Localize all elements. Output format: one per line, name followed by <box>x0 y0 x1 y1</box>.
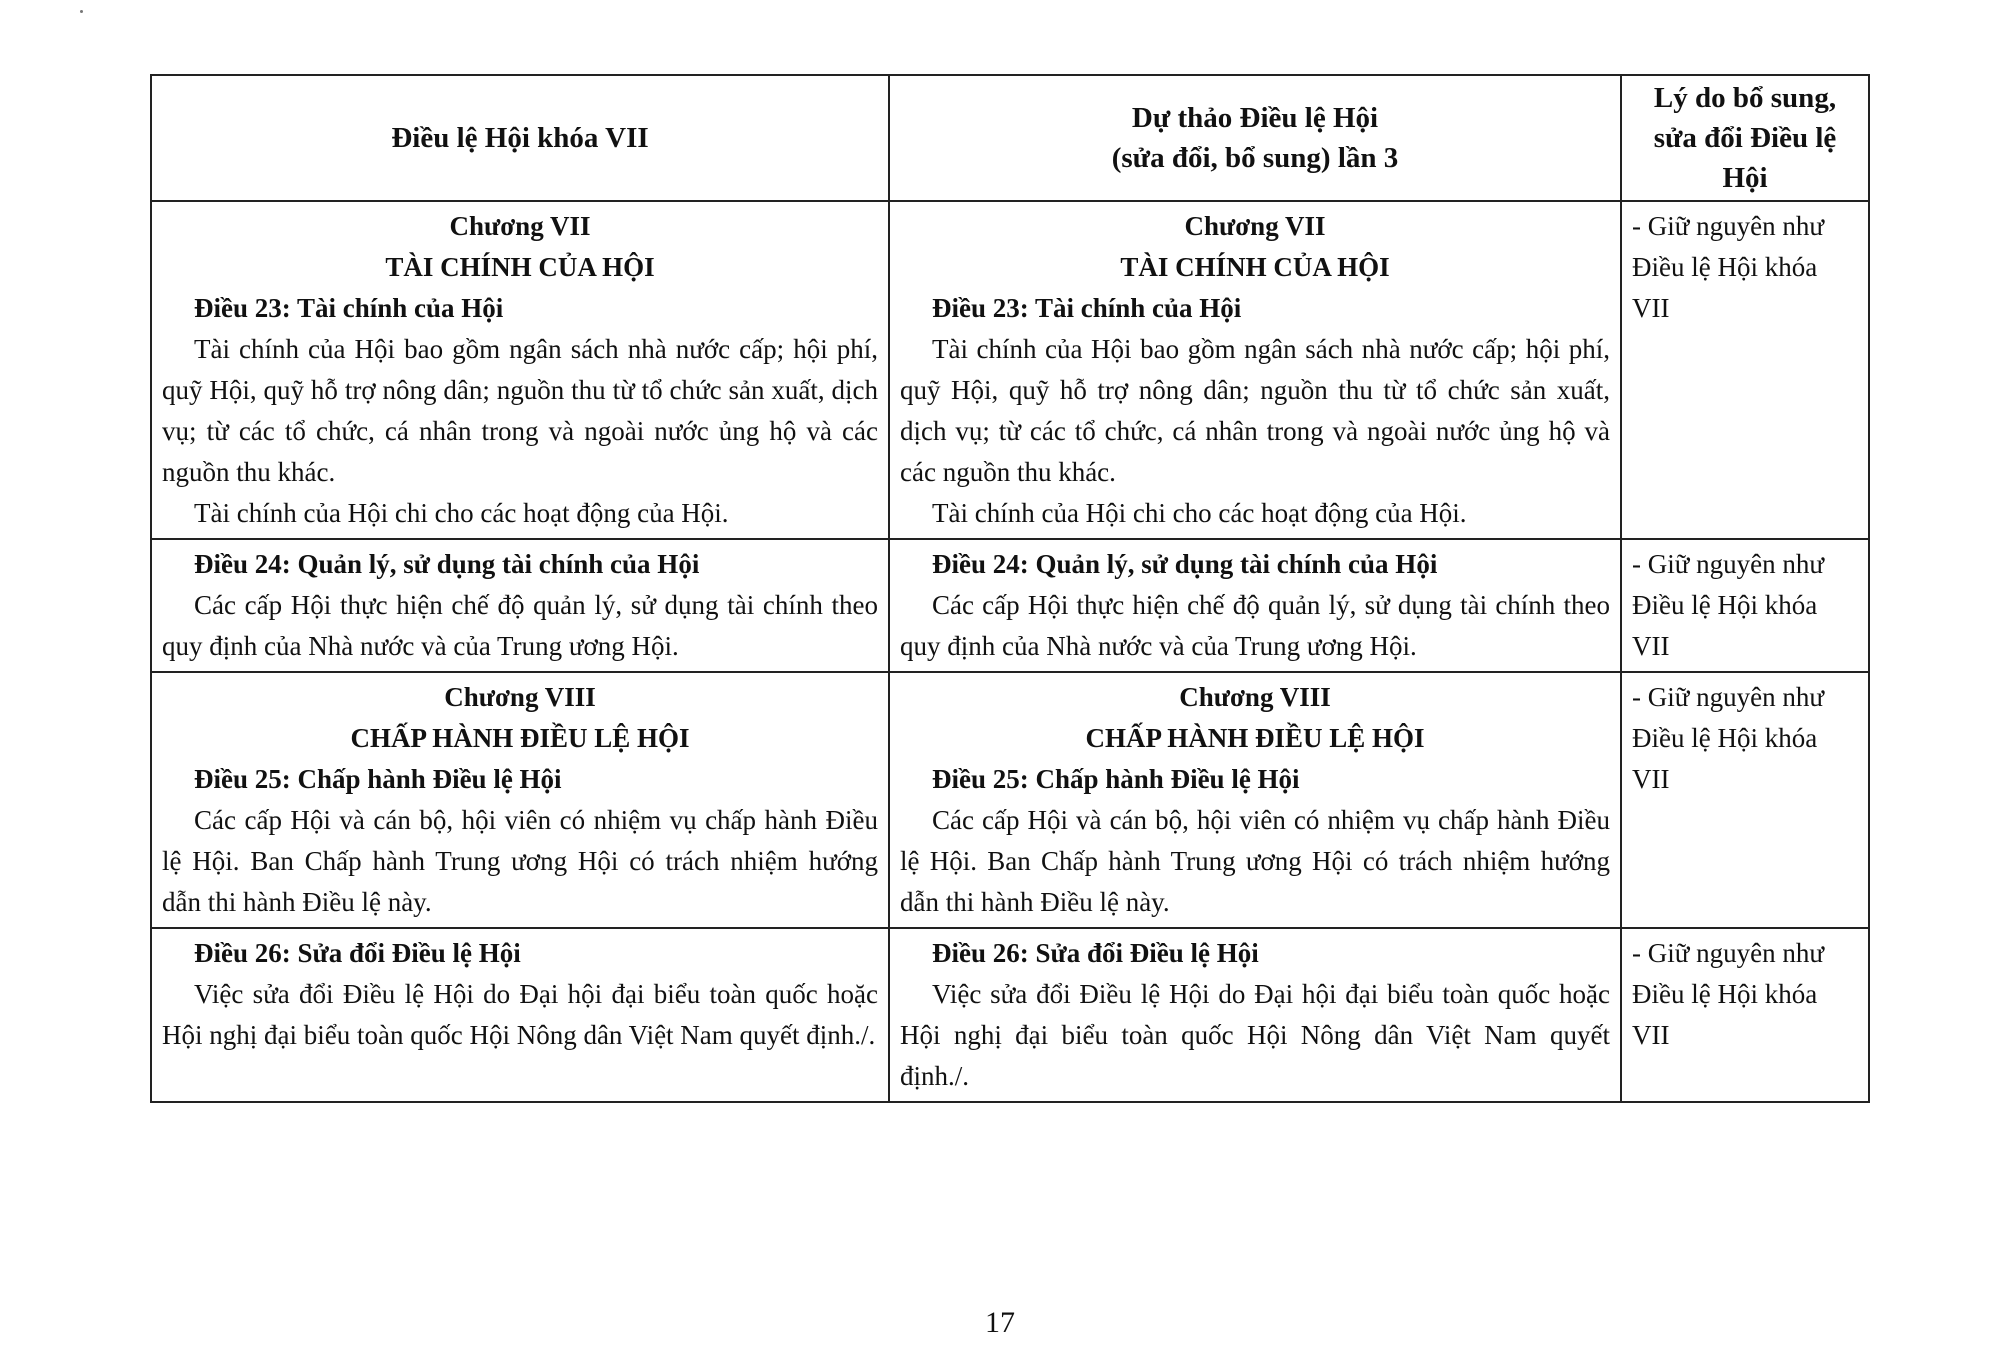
scan-speck <box>80 10 83 13</box>
article-heading: Điều 24: Quản lý, sử dụng tài chính của Hội <box>932 549 1438 579</box>
draft-cell <box>889 539 1621 672</box>
draft-cell <box>889 672 1621 928</box>
header-draft-line1: Dự thảo Điều lệ Hội <box>1131 102 1379 134</box>
reason-cell <box>1621 672 1869 928</box>
article-heading: Điều 23: Tài chính của Hội <box>194 293 504 323</box>
table-row <box>151 201 1869 539</box>
article-paragraph: Việc sửa đổi Điều lệ Hội do Đại hội đại biểu toàn quốc hoặc Hội nghị đại biểu toàn quốc Hội Nông dân Việt Nam quyết định./. <box>162 979 878 1050</box>
draft-cell <box>889 201 1621 539</box>
draft-cell <box>889 928 1621 1102</box>
chapter-label: Chương VII <box>449 211 591 241</box>
current-cell <box>151 539 889 672</box>
article-heading: Điều 23: Tài chính của Hội <box>932 293 1242 323</box>
chapter-title: TÀI CHÍNH CỦA HỘI <box>385 252 655 282</box>
article-heading: Điều 26: Sửa đổi Điều lệ Hội <box>932 938 1259 968</box>
reason-cell <box>1621 928 1869 1102</box>
chapter-label: Chương VII <box>1184 211 1326 241</box>
reason-text: - Giữ nguyên như Điều lệ Hội khóa VII <box>1632 549 1824 661</box>
article-paragraph: Tài chính của Hội chi cho các hoạt động của Hội. <box>932 498 1467 528</box>
reason-text: - Giữ nguyên như Điều lệ Hội khóa VII <box>1632 682 1824 794</box>
comparison-table <box>150 74 1870 1103</box>
article-heading: Điều 25: Chấp hành Điều lệ Hội <box>932 764 1300 794</box>
article-paragraph: Tài chính của Hội chi cho các hoạt động của Hội. <box>194 498 729 528</box>
article-paragraph: Các cấp Hội thực hiện chế độ quản lý, sử dụng tài chính theo quy định của Nhà nước và của Trung ương Hội. <box>900 590 1610 661</box>
reason-cell <box>1621 201 1869 539</box>
chapter-title: TÀI CHÍNH CỦA HỘI <box>1120 252 1390 282</box>
chapter-label: Chương VIII <box>1179 682 1331 712</box>
article-paragraph: Tài chính của Hội bao gồm ngân sách nhà nước cấp; hội phí, quỹ Hội, quỹ hỗ trợ nông dân; nguồn thu từ tổ chức sản xuất, dịch vụ; từ các tổ chức, cá nhân trong và ngoài nước ủng hộ và các nguồn thu khác. <box>162 334 878 487</box>
article-heading: Điều 26: Sửa đổi Điều lệ Hội <box>194 938 521 968</box>
current-cell <box>151 672 889 928</box>
article-paragraph: Các cấp Hội và cán bộ, hội viên có nhiệm vụ chấp hành Điều lệ Hội. Ban Chấp hành Trung ương Hội có trách nhiệm hướng dẫn thi hành Điều lệ này. <box>162 805 878 917</box>
article-paragraph: Các cấp Hội và cán bộ, hội viên có nhiệm vụ chấp hành Điều lệ Hội. Ban Chấp hành Trung ương Hội có trách nhiệm hướng dẫn thi hành Điều lệ này. <box>900 805 1610 917</box>
article-heading: Điều 24: Quản lý, sử dụng tài chính của Hội <box>194 549 700 579</box>
chapter-title: CHẤP HÀNH ĐIỀU LỆ HỘI <box>350 723 690 753</box>
header-reason: Lý do bổ sung, sửa đổi Điều lệ Hội <box>1621 75 1869 201</box>
header-current-charter: Điều lệ Hội khóa VII <box>151 75 889 201</box>
page-number: 17 <box>985 1306 1015 1339</box>
header-draft-line2: (sửa đổi, bổ sung) lần 3 <box>1111 142 1399 174</box>
header-draft-charter <box>889 75 1621 201</box>
article-paragraph: Việc sửa đổi Điều lệ Hội do Đại hội đại biểu toàn quốc hoặc Hội nghị đại biểu toàn quốc Hội Nông dân Việt Nam quyết định./. <box>900 979 1610 1091</box>
table-header-row <box>151 75 1869 201</box>
article-paragraph: Các cấp Hội thực hiện chế độ quản lý, sử dụng tài chính theo quy định của Nhà nước và của Trung ương Hội. <box>162 590 878 661</box>
table-row <box>151 928 1869 1102</box>
table-row <box>151 672 1869 928</box>
article-paragraph: Tài chính của Hội bao gồm ngân sách nhà nước cấp; hội phí, quỹ Hội, quỹ hỗ trợ nông dân; nguồn thu từ tổ chức sản xuất, dịch vụ; từ các tổ chức, cá nhân trong và ngoài nước ủng hộ và các nguồn thu khác. <box>900 334 1610 487</box>
reason-text: - Giữ nguyên như Điều lệ Hội khóa VII <box>1632 938 1824 1050</box>
current-cell <box>151 928 889 1102</box>
current-cell <box>151 201 889 539</box>
chapter-label: Chương VIII <box>444 682 596 712</box>
article-heading: Điều 25: Chấp hành Điều lệ Hội <box>194 764 562 794</box>
reason-cell <box>1621 539 1869 672</box>
reason-text: - Giữ nguyên như Điều lệ Hội khóa VII <box>1632 211 1824 323</box>
chapter-title: CHẤP HÀNH ĐIỀU LỆ HỘI <box>1085 723 1425 753</box>
table-row <box>151 539 1869 672</box>
